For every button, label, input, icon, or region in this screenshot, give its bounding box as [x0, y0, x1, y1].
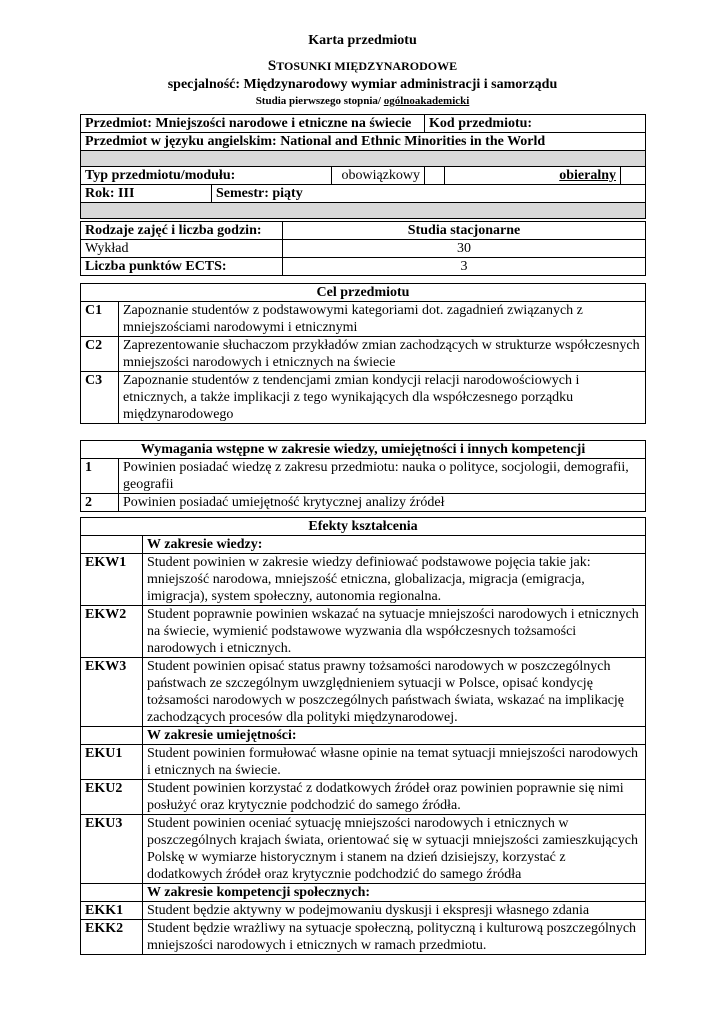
spacer-row: [81, 203, 646, 219]
ects-value: 3: [283, 258, 646, 276]
study-level: [0, 95, 725, 107]
outcome-code: EKU1: [81, 745, 143, 780]
prereq-text: Powinien posiadać umiejętność krytycznej analizy źródeł: [119, 494, 646, 512]
goal-code: C1: [81, 302, 119, 337]
prereq-text: Powinien posiadać wiedzę z zakresu przedmiotu: nauka o polityce, socjologii, demografii, geografii: [119, 459, 646, 494]
outcome-code: EKK1: [81, 902, 143, 920]
skills-header: W zakresie umiejętności:: [143, 727, 646, 745]
info-table: [80, 114, 646, 219]
specialty: specjalność: Międzynarodowy wymiar administracji i samorządu: [167, 77, 558, 92]
goals-header: Cel przedmiotu: [81, 284, 646, 302]
outcome-code: EKW1: [81, 554, 143, 606]
lecture-label: Wykład: [81, 240, 283, 258]
social-header: W zakresie kompetencji społecznych:: [143, 884, 646, 902]
hours-table: [80, 221, 646, 276]
subject-name-first: S: [267, 58, 277, 74]
outcome-text: Student powinien w zakresie wiedzy definiować podstawowe pojęcia takie jak: mniejszość narodowa, mniejszość etniczna, globalizacja, migracja (emigracja, imigracja), system społeczny, autonomia regionalna.: [143, 554, 646, 606]
outcome-text: Student powinien oceniać sytuację mniejszości narodowych i etnicznych w poszczególnych krajach świata, orientować się w sytuacji mniejszości zamieszkujących Polskę w wymiarze historycznym i stanem na dzień dzisiejszy, korzystać z dodatkowych źródeł oraz krytycznie podchodzić do samego źródła: [143, 815, 646, 884]
type-elective: obieralny: [445, 167, 621, 185]
goal-code: C2: [81, 337, 119, 372]
type-obligatory: obowiązkowy: [332, 167, 425, 185]
study-profile: ogólnoakademicki: [383, 95, 470, 107]
outcome-code: EKU2: [81, 780, 143, 815]
outcome-code: EKU3: [81, 815, 143, 884]
outcome-text: Student poprawnie powinien wskazać na sytuacje mniejszości narodowych i etnicznych na świecie, wymienić podstawowe wyzwania dla współczesnych tożsamości narodowych i etnicznych.: [143, 606, 646, 658]
outcome-text: Student będzie aktywny w podejmowaniu dyskusji i ekspresji własnego zdania: [143, 902, 646, 920]
study-level-prefix: Studia pierwszego stopnia/: [255, 95, 384, 107]
type-elective-box: [621, 167, 646, 185]
year-label: Rok: III: [81, 185, 212, 203]
code-label: Kod przedmiotu:: [425, 115, 646, 133]
outcome-text: Student powinien korzystać z dodatkowych źródeł oraz powinien poprawnie się nimi posłużyć oraz krytycznie podchodzić do samego źródła.: [143, 780, 646, 815]
outcome-code: EKW3: [81, 658, 143, 727]
subject-name: [0, 58, 725, 75]
english-name: Przedmiot w języku angielskim: National and Ethnic Minorities in the World: [81, 133, 646, 151]
goal-text: Zaprezentowanie słuchaczom przykładów zmian zachodzących w strukturze współczesnych mniejszości narodowych i etnicznych na świecie: [119, 337, 646, 372]
outcomes-header: Efekty kształcenia: [81, 518, 646, 536]
outcome-code: EKK2: [81, 920, 143, 955]
prereq-header: Wymagania wstępne w zakresie wiedzy, umiejętności i innych kompetencji: [81, 441, 646, 459]
outcome-code: EKW2: [81, 606, 143, 658]
subject-label: Przedmiot: Mniejszości narodowe i etniczne na świecie: [81, 115, 425, 133]
empty-cell: [81, 727, 143, 745]
prereq-code: 1: [81, 459, 119, 494]
outcome-text: Student powinien opisać status prawny tożsamości narodowych w poszczególnych państwach ze szczególnym uwzględnieniem sytuacji w Polsce, opisać kondycję tożsamości narodowych w poszczególnych państwach świata, wskazać na implikację zachodzących procesów dla polityki międzynarodowej.: [143, 658, 646, 727]
goals-table: [80, 283, 646, 424]
type-obligatory-box: [425, 167, 445, 185]
knowledge-header: W zakresie wiedzy:: [143, 536, 646, 554]
type-label: Typ przedmiotu/modułu:: [81, 167, 332, 185]
prereq-code: 2: [81, 494, 119, 512]
goal-text: Zapoznanie studentów z podstawowymi kategoriami dot. zagadnień związanych z mniejszościami narodowymi i etnicznymi: [119, 302, 646, 337]
empty-cell: [81, 884, 143, 902]
document-title: Karta przedmiotu: [308, 33, 417, 48]
subject-name-rest: TOSUNKI MIĘDZYNARODOWE: [276, 59, 458, 73]
goal-code: C3: [81, 372, 119, 424]
ects-label: Liczba punktów ECTS:: [81, 258, 283, 276]
outcomes-table: [80, 517, 646, 955]
outcome-text: Student powinien formułować własne opinie na temat sytuacji mniejszości narodowych i etnicznych na świecie.: [143, 745, 646, 780]
semester-label: Semestr: piąty: [212, 185, 646, 203]
hours-header-label: Rodzaje zajęć i liczba godzin:: [81, 222, 283, 240]
prereq-table: [80, 440, 646, 512]
goal-text: Zapoznanie studentów z tendencjami zmian kondycji relacji narodowościowych i etnicznych, a także implikacji z tego wynikających dla współczesnego porządku międzynarodowego: [119, 372, 646, 424]
spacer-row: [81, 151, 646, 167]
empty-cell: [81, 536, 143, 554]
outcome-text: Student będzie wrażliwy na sytuacje społeczną, polityczną i kulturową poszczególnych mniejszości narodowych i etnicznych w ramach przedmiotu.: [143, 920, 646, 955]
hours-header-mode: Studia stacjonarne: [283, 222, 646, 240]
lecture-hours: 30: [283, 240, 646, 258]
